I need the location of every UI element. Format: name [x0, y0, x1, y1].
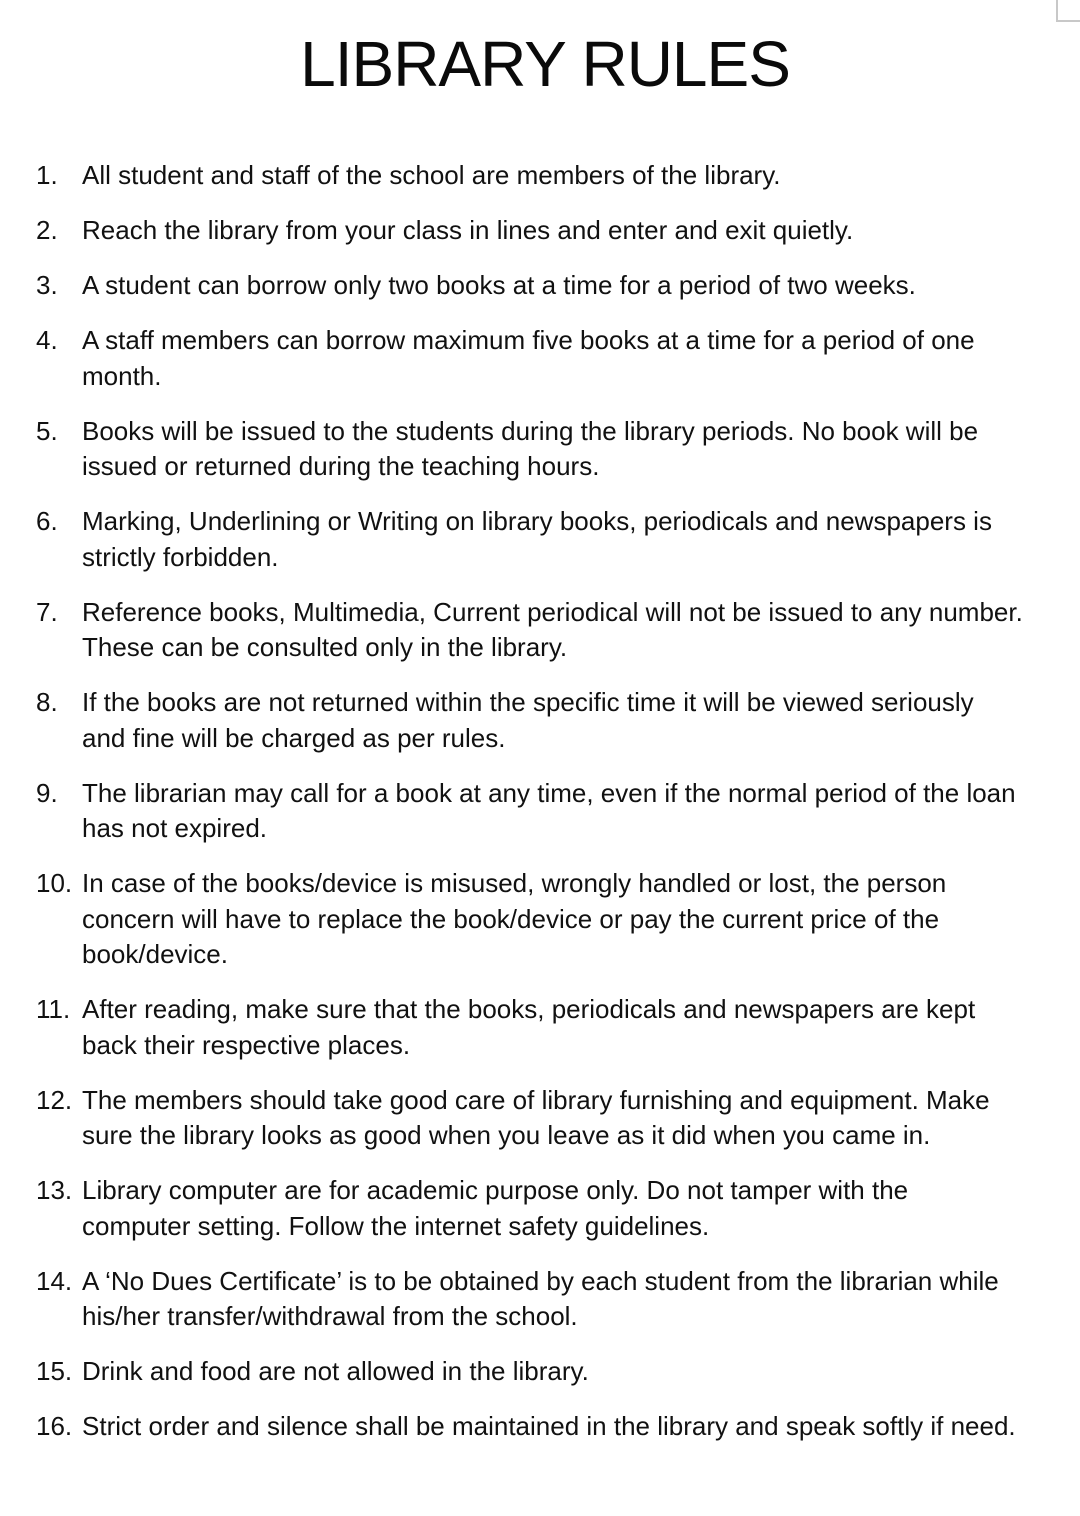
rule-text: The librarian may call for a book at any time, even if the normal period of the loan has not expired.	[82, 777, 1016, 843]
rule-text: Marking, Underlining or Writing on library books, periodicals and newspapers is strictly forbidden.	[82, 506, 992, 572]
rule-item	[36, 323, 1066, 394]
rule-item	[36, 158, 1066, 194]
rule-text: In case of the books/device is misused, wrongly handled or lost, the person concern will have to replace the book/device or pay the current price of the book/device.	[82, 868, 947, 969]
page-corner-marker	[1056, 0, 1080, 22]
rule-item	[36, 268, 1066, 304]
rule-text: Strict order and silence shall be maintained in the library and speak softly if need.	[82, 1411, 1016, 1441]
rule-text: Reference books, Multimedia, Current periodical will not be issued to any number. These can be consulted only in the library.	[82, 596, 1023, 662]
rule-text: Drink and food are not allowed in the library.	[82, 1356, 589, 1386]
rule-item	[36, 1083, 1066, 1154]
rule-text: After reading, make sure that the books, periodicals and newspapers are kept back their respective places.	[82, 994, 976, 1060]
rule-number: 11.	[36, 994, 71, 1024]
rule-item	[36, 992, 1066, 1063]
rule-text: Library computer are for academic purpose only. Do not tamper with the computer setting. Follow the internet safety guidelines.	[82, 1175, 909, 1241]
rule-number: 8.	[36, 687, 58, 717]
rule-number: 14.	[36, 1265, 73, 1296]
rule-item	[36, 414, 1066, 485]
rule-number: 10.	[36, 868, 73, 898]
rule-item	[36, 1264, 1066, 1335]
rule-item	[36, 685, 1066, 756]
rule-text: Books will be issued to the students during the library periods. No book will be issued or returned during the teaching hours.	[82, 415, 979, 481]
rule-item	[36, 1354, 1066, 1390]
rule-item	[36, 776, 1066, 847]
rule-number: 13.	[36, 1175, 73, 1205]
rule-number: 9.	[36, 777, 58, 808]
rule-text: A student can borrow only two books at a time for a period of two weeks.	[82, 270, 916, 300]
rule-item	[36, 1409, 1066, 1445]
rule-number: 1.	[36, 160, 58, 190]
rule-item	[36, 866, 1066, 973]
rule-text: All student and staff of the school are members of the library.	[82, 160, 781, 190]
rule-number: 12.	[36, 1084, 73, 1115]
rule-item	[36, 1173, 1066, 1244]
rule-item	[36, 504, 1066, 575]
rules-list	[36, 158, 1066, 1464]
page-title: LIBRARY RULES	[300, 28, 790, 100]
rule-number: 5.	[36, 415, 58, 446]
rule-number: 7.	[36, 596, 58, 627]
rule-number: 2.	[36, 215, 58, 245]
rule-number: 6.	[36, 506, 58, 536]
rule-text: If the books are not returned within the specific time it will be viewed seriously and fine will be charged as per rules.	[82, 687, 974, 753]
rule-text: Reach the library from your class in lines and enter and exit quietly.	[82, 215, 854, 245]
rule-text: The members should take good care of library furnishing and equipment. Make sure the library looks as good when you leave as it did when you came in.	[82, 1084, 990, 1150]
rule-text: A staff members can borrow maximum five books at a time for a period of one month.	[82, 325, 975, 391]
rule-number: 3.	[36, 270, 58, 300]
rule-number: 15.	[36, 1356, 73, 1386]
rule-number: 16.	[36, 1411, 73, 1441]
rule-item	[36, 595, 1066, 666]
rule-text: A ‘No Dues Certificate’ is to be obtained by each student from the librarian while his/her transfer/withdrawal from the school.	[82, 1265, 999, 1331]
rule-number: 4.	[36, 325, 58, 355]
rule-item	[36, 213, 1066, 249]
